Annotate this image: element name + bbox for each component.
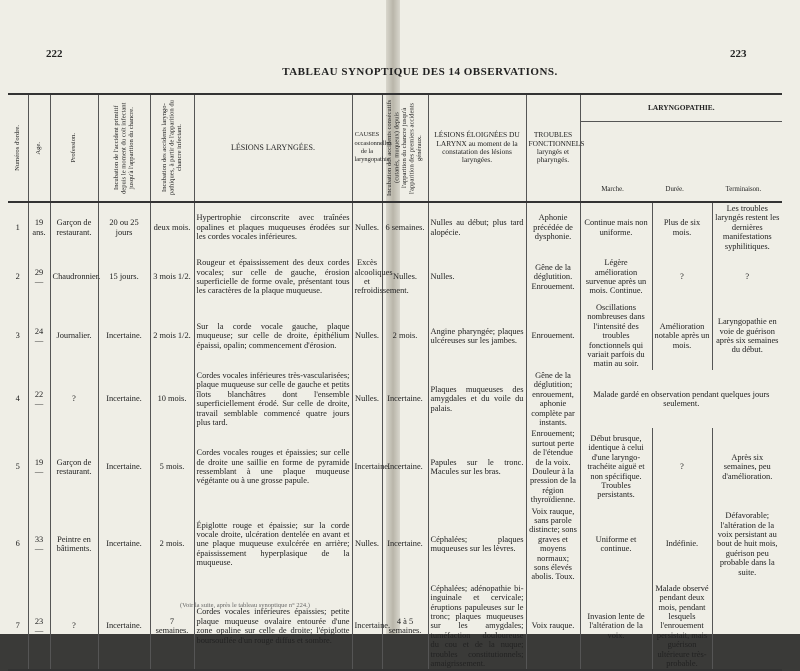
cell-marche: Invasion lente de l'altération de la voix.	[580, 583, 652, 671]
cell-troubles: Enrouement; surtout perte de l'étendue de la voix. Douleur à la pression de la région thyroïdienne.	[526, 428, 580, 505]
cell-profession: Garçon de restaurant.	[50, 428, 98, 505]
cell-profession: ?	[50, 370, 98, 428]
cell-profession: Garçon de restaurant.	[50, 202, 98, 252]
cell-incubation-secondary: 2 mois.	[382, 302, 428, 370]
table-row	[8, 202, 782, 252]
synoptic-table	[8, 93, 782, 671]
cell-lesions: Cordes vocales inférieures très-vascularisées; plaque muqueuse sur celle de gauche et petits îlots blanchâtres dont l'ensemble superficiellement érodé. Sur celle de droite, travail semblable commencé quatre jours plus tard.	[194, 370, 352, 428]
cell-row-number: 3	[15, 331, 20, 341]
cell-age: 24 —	[28, 302, 50, 370]
header-marche: Marche.	[601, 185, 624, 193]
cell-troubles: Aphonie précédée de dysphonie.	[526, 202, 580, 252]
cell-incubation-secondary: 6 semaines.	[382, 202, 428, 252]
cell-row-number: 4	[15, 394, 20, 404]
cell-causes: Nulles.	[352, 370, 382, 428]
cell-lesions: Cordes vocales inférieures épaissies; petite plaque muqueuse ovalaire entourée d'une zone opaline sur celle de droite; l'épiglotte boursouflée d'un rouge diffus et sombre.	[194, 583, 352, 671]
table-row	[8, 370, 782, 428]
page-number-right: 223	[730, 48, 747, 60]
cell-marche: Malade gardé en observation pendant quelques jours seulement.	[580, 370, 782, 428]
cell-incubation-secondary: 4 à 5 semaines.	[382, 583, 428, 671]
cell-incubation-laryngo: 2 mois.	[150, 506, 194, 583]
cell-duree: Plus de six mois.	[652, 202, 712, 252]
cell-troubles: Enrouement.	[526, 302, 580, 370]
cell-incubation-chancre: Incertaine.	[98, 583, 150, 671]
cell-profession: Peintre en bâtiments.	[50, 506, 98, 583]
header-troubles: TROUBLES FONCTIONNELS laryngés et pharyngés.	[526, 94, 580, 202]
header-age: Age.	[35, 141, 43, 155]
header-profession: Profession.	[70, 133, 78, 163]
cell-row-number: 7	[15, 621, 20, 631]
cell-marche: Uniforme et continue.	[580, 506, 652, 583]
cell-terminaison: ?	[712, 252, 782, 302]
cell-profession: Chaudronnier.	[50, 252, 98, 302]
cell-marche: Continue mais non uniforme.	[580, 202, 652, 252]
cell-incubation-chancre: Incertaine.	[98, 506, 150, 583]
cell-age: 29 —	[28, 252, 50, 302]
cell-troubles: Voix rauque.	[526, 583, 580, 671]
cell-incubation-laryngo: 5 mois.	[150, 428, 194, 505]
cell-row-number: 2	[15, 272, 20, 282]
cell-duree: ?	[652, 252, 712, 302]
cell-lesions: Hypertrophie circonscrite avec traînées opalines et plaques muqueuses érodées sur les cordes vocales inférieures.	[194, 202, 352, 252]
cell-lesions: Cordes vocales rouges et épaissies; sur celle de droite une saillie en forme de pyramide ressemblant à une plaque muqueuse végétante ou à une grosse papule.	[194, 428, 352, 505]
cell-age: 19 —	[28, 428, 50, 505]
table-row	[8, 583, 782, 671]
header-terminaison: Terminaison.	[725, 185, 762, 193]
cell-terminaison: Après six semaines, peu d'amélioration.	[712, 428, 782, 505]
footer-note: (Voir la suite, après le tableau synoptique n° 224.)	[180, 602, 310, 609]
cell-causes: Incertaine.	[352, 428, 382, 505]
cell-marche: Oscillations nombreuses dans l'intensité des troubles fonctionnels qui variait parfois du matin au soir.	[580, 302, 652, 370]
cell-lesions-eloignees: Angine pharyngée; plaques ulcéreuses sur les jambes.	[428, 302, 526, 370]
cell-lesions-eloignees: Nulles au début; plus tard alopécie.	[428, 202, 526, 252]
cell-incubation-chancre: 15 jours.	[98, 252, 150, 302]
header-row	[8, 94, 782, 202]
header-lesions-eloignees: LÉSIONS ÉLOIGNÉES DU LARYNX au moment de la constatation des lésions laryngées.	[428, 94, 526, 202]
header-num: Numéros d'ordre.	[14, 125, 21, 171]
cell-terminaison	[712, 583, 782, 671]
cell-troubles: Gêne de la déglutition; enrouement, aphonie complète par instants.	[526, 370, 580, 428]
cell-terminaison: Laryngopathie en voie de guérison après six semaines du début.	[712, 302, 782, 370]
cell-terminaison: Défavorable; l'altération de la voix persistant au bout de huit mois, guérison peu probable dans la suite.	[712, 506, 782, 583]
cell-lesions-eloignees: Plaques muqueuses des amygdales et du voile du palais.	[428, 370, 526, 428]
cell-duree: Amélioration notable après un mois.	[652, 302, 712, 370]
table-row	[8, 302, 782, 370]
header-laryngopathie: LARYNGOPATHIE.	[581, 95, 783, 122]
header-incubation-chancre: Incubation de l'accident primitif depuis le moment du coït infectant jusqu'à l'apparition du chancre.	[112, 102, 135, 194]
cell-incubation-chancre: Incertaine.	[98, 370, 150, 428]
cell-profession: ?	[50, 583, 98, 671]
page-number-left: 222	[46, 48, 63, 60]
cell-incubation-laryngo: 10 mois.	[150, 370, 194, 428]
cell-lesions-eloignees: Céphalées; plaques muqueuses sur les lèvres.	[428, 506, 526, 583]
cell-incubation-laryngo: deux mois.	[150, 202, 194, 252]
cell-lesions: Rougeur et épaississement des deux cordes vocales; sur celle de gauche, érosion superficielle de forme ovale, présentant tous les caractères de la plaque muqueuse.	[194, 252, 352, 302]
cell-lesions-eloignees: Céphalées; adénopathie bi-inguinale et cervicale; éruptions papuleuses sur le tronc; plaques muqueuses sur les amygdales; tuméfaction douloureuse du cou et de la nuque; troubles constitutionnels; amaigrissement.	[428, 583, 526, 671]
cell-incubation-laryngo: 7 semaines.	[150, 583, 194, 671]
header-incubation-secondary: Incubation des accidents consécutifs (cutanés, muqueux) depuis l'apparition du chancre jusqu'à l'apparition des premiers accidents généraux.	[386, 99, 424, 197]
cell-causes: Nulles.	[352, 302, 382, 370]
cell-age: 23 —	[28, 583, 50, 671]
cell-incubation-chancre: 20 ou 25 jours	[98, 202, 150, 252]
header-duree: Durée.	[665, 185, 684, 193]
cell-causes: Incertaine.	[352, 583, 382, 671]
cell-incubation-secondary: Incertaine.	[382, 428, 428, 505]
cell-causes: Nulles.	[352, 202, 382, 252]
cell-causes: Excès alcooliques et refroidissement.	[352, 252, 382, 302]
cell-incubation-chancre: Incertaine.	[98, 428, 150, 505]
cell-duree: Indéfinie.	[652, 506, 712, 583]
cell-age: 22 —	[28, 370, 50, 428]
cell-lesions: Épiglotte rouge et épaissie; sur la corde vocale droite, ulcération dentelée en avant et une plaque muqueuse exulcérée en arrière; épaississement hyperplasique de la muqueuse.	[194, 506, 352, 583]
cell-row-number: 6	[15, 539, 20, 549]
cell-lesions-eloignees: Nulles.	[428, 252, 526, 302]
cell-duree: ?	[652, 428, 712, 505]
cell-marche: Début brusque, identique à celui d'une laryngo-trachéite aiguë et non spécifique. Troubles persistants.	[580, 428, 652, 505]
header-incubation-laryngo: Incubation des accidents laryngo-pathiques, à partir de l'apparition du chancre infectant.	[160, 100, 183, 196]
cell-duree: Malade observé pendant deux mois, pendant lesquels l'enrouement persistait, mais guérison ultérieure très-probable.	[652, 583, 712, 671]
cell-incubation-laryngo: 3 mois 1/2.	[150, 252, 194, 302]
header-causes: CAUSES occasionnelles de la laryngopathie.	[352, 94, 382, 202]
cell-age: 19 ans.	[28, 202, 50, 252]
cell-incubation-chancre: Incertaine.	[98, 302, 150, 370]
cell-profession: Journalier.	[50, 302, 98, 370]
cell-incubation-secondary: Incertaine.	[382, 370, 428, 428]
cell-terminaison: Les troubles laryngés restent les dernières manifestations syphilitiques.	[712, 202, 782, 252]
cell-incubation-laryngo: 2 mois 1/2.	[150, 302, 194, 370]
cell-lesions: Sur la corde vocale gauche, plaque muqueuse; sur celle de droite, épithélium épaissi, opalin; commencement d'érosion.	[194, 302, 352, 370]
cell-age: 33 —	[28, 506, 50, 583]
table-row	[8, 428, 782, 505]
cell-causes: Nulles.	[352, 506, 382, 583]
table-row	[8, 506, 782, 583]
cell-incubation-secondary: Incertaine.	[382, 506, 428, 583]
table-title: TABLEAU SYNOPTIQUE DES 14 OBSERVATIONS.	[282, 66, 558, 78]
cell-troubles: Voix rauque, sans parole distincte; sons graves et moyens normaux; sons élevés abolis. Toux.	[526, 506, 580, 583]
table-row	[8, 252, 782, 302]
cell-row-number: 1	[15, 222, 20, 232]
cell-marche: Légère amélioration survenue après un mois. Continue.	[580, 252, 652, 302]
cell-lesions-eloignees: Papules sur le tronc. Macules sur les bras.	[428, 428, 526, 505]
cell-row-number: 5	[15, 462, 20, 472]
cell-troubles: Gêne de la déglutition. Enrouement.	[526, 252, 580, 302]
cell-incubation-secondary: Nulles.	[382, 252, 428, 302]
header-lesions: LÉSIONS LARYNGÉES.	[194, 94, 352, 202]
